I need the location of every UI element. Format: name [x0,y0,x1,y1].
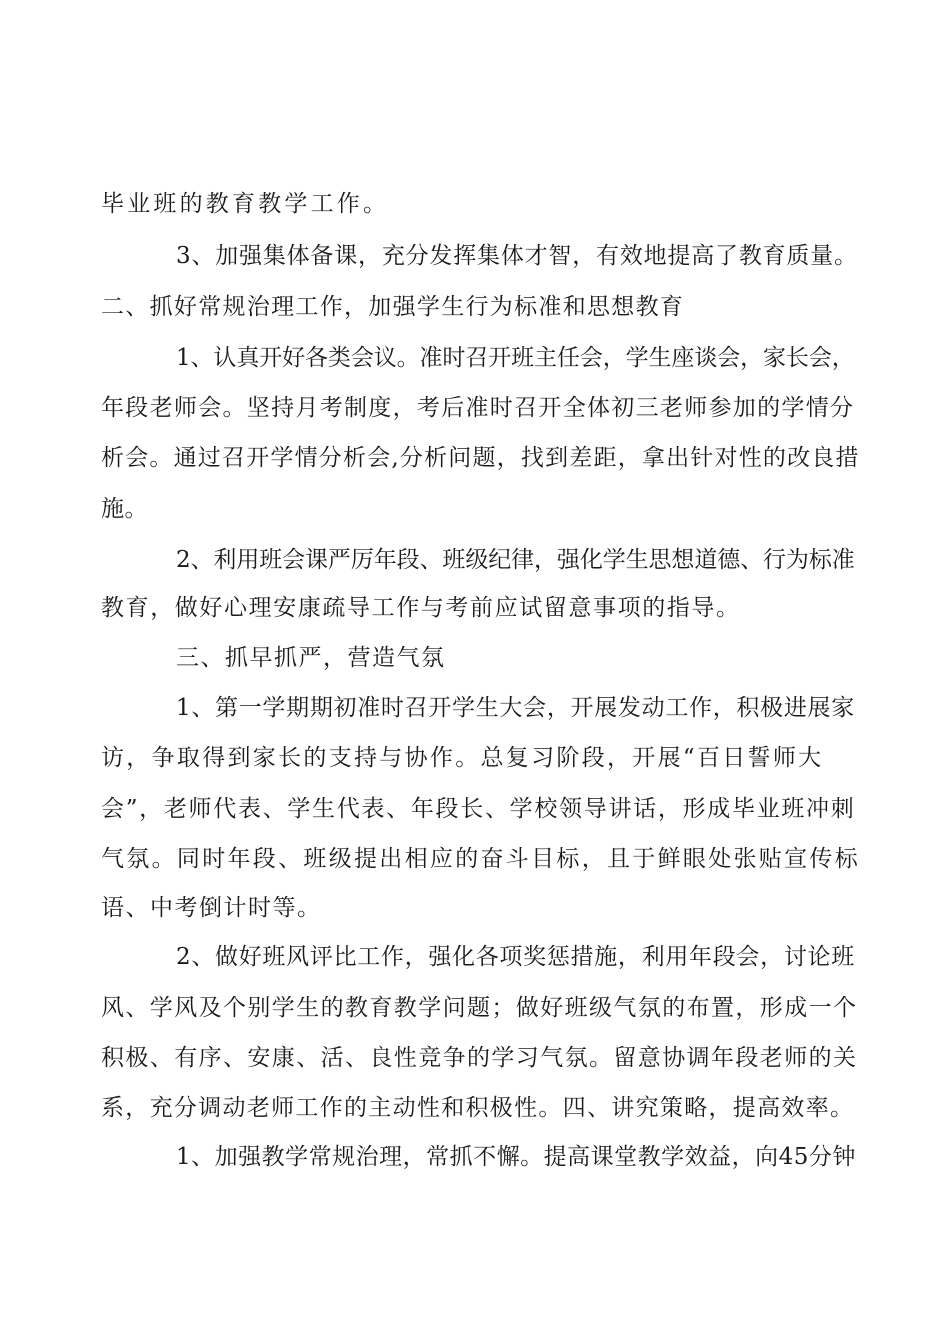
text-line-16: 2、做好班风评比工作，强化各项奖惩措施，利用年段会，讨论班 [176,944,855,970]
text-line-13: 会”，老师代表、学生代表、年段长、学校领导讲话，形成毕业班冲刺 [101,796,856,822]
text-line-5: 年段老师会。坚持月考制度，考后准时召开全体初三老师参加的学情分 [101,395,855,421]
text-line-11: 1、第一学期期初准时召开学生大会，开展发动工作，积极进展家 [176,695,855,721]
text-line-15: 语、中考倒计时等。 [101,895,322,921]
text-line-9: 教育，做好心理安康疏导工作与考前应试留意事项的指导。 [101,595,741,621]
section-heading-3: 三、抓早抓严，营造气氛 [176,645,446,671]
text-line-8: 2、利用班会课严厉年段、班级纪律，强化学生思想道德、行为标准 [176,547,855,573]
text-line-17: 风、学风及个别学生的教育教学问题；做好班级气氛的布置，形成一个 [101,995,858,1021]
text-line-2: 3、加强集体备课，充分发挥集体才智，有效地提高了教育质量。 [176,243,858,269]
text-line-18: 积极、有序、安康、活、良性竞争的学习气氛。留意协调年段老师的关 [101,1045,858,1071]
text-line-19: 系，充分调动老师工作的主动性和积极性。四、讲究策略，提高效率。 [101,1095,855,1121]
section-heading-2: 二、抓好常规治理工作，加强学生行为标准和思想教育 [101,294,685,320]
text-line-1: 毕业班的教育教学工作。 [101,191,390,217]
text-line-6: 析会。通过召开学情分析会,分析问题，找到差距，拿出针对性的改良措 [101,445,860,471]
text-line-12: 访，争取得到家长的支持与协作。总复习阶段，开展“百日誓师大 [101,745,824,771]
text-line-7: 施。 [101,496,148,522]
text-line-4: 1、认真开好各类会议。准时召开班主任会，学生座谈会，家长会， [176,345,855,371]
text-line-14: 气氛。同时年段、班级提出相应的奋斗目标，且于鲜眼处张贴宣传标 [101,846,860,872]
text-line-20: 1、加强教学常规治理，常抓不懈。提高课堂教学效益，向45分钟 [176,1144,856,1170]
